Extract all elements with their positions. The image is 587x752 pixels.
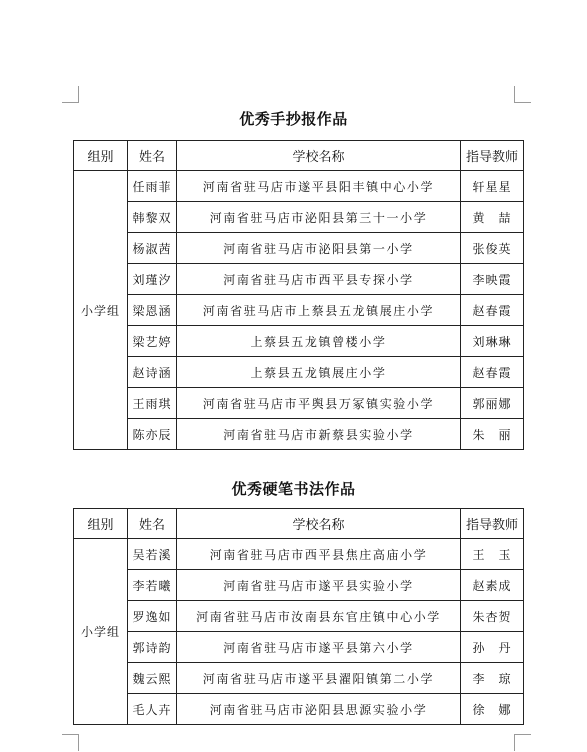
student-name: 杨淑茜 [128,233,177,264]
school-name: 河南省驻马店市遂平县第六小学 [177,632,461,663]
school-name: 河南省驻马店市遂平县濯阳镇第二小学 [177,663,461,694]
school-name: 河南省驻马店市上蔡县五龙镇展庄小学 [177,295,461,326]
table-header-row [74,509,524,539]
header-name: 姓名 [128,509,177,539]
student-name: 魏云熙 [128,663,177,694]
teacher-name: 赵春霞 [461,295,524,326]
group-cell: 小学组 [74,171,128,450]
section-title-handcopy-newspaper: 优秀手抄报作品 [239,110,348,128]
crop-mark-top-right [514,86,531,103]
table-row [74,663,524,694]
school-name: 上蔡县五龙镇曾楼小学 [177,326,461,357]
table-row [74,419,524,450]
teacher-name: 郭丽娜 [461,388,524,419]
teacher-name: 李映霞 [461,264,524,295]
student-name: 任雨菲 [128,171,177,202]
header-school: 学校名称 [177,509,461,539]
table-row [74,264,524,295]
crop-mark-bottom-left [62,734,79,751]
header-teacher: 指导教师 [461,141,524,171]
teacher-name: 黄 喆 [461,202,524,233]
table-row [74,295,524,326]
table-header-row [74,141,524,171]
header-group: 组别 [74,141,128,171]
school-name: 河南省驻马店市泌阳县思源实验小学 [177,694,461,725]
student-name: 王雨琪 [128,388,177,419]
school-name: 河南省驻马店市西平县焦庄高庙小学 [177,539,461,570]
teacher-name: 王 玉 [461,539,524,570]
table-row [74,632,524,663]
table-row [74,202,524,233]
table-row [74,233,524,264]
teacher-name: 朱杏贺 [461,601,524,632]
group-cell: 小学组 [74,539,128,725]
crop-mark-top-left [62,86,79,103]
teacher-name: 孙 丹 [461,632,524,663]
table-row [74,694,524,725]
teacher-name: 刘琳琳 [461,326,524,357]
school-name: 河南省驻马店市泌阳县第三十一小学 [177,202,461,233]
header-name: 姓名 [128,141,177,171]
header-teacher: 指导教师 [461,509,524,539]
student-name: 郭诗韵 [128,632,177,663]
student-name: 刘瑾汐 [128,264,177,295]
award-table-handcopy-newspaper [73,140,524,450]
student-name: 赵诗涵 [128,357,177,388]
student-name: 梁艺婷 [128,326,177,357]
table-row [74,570,524,601]
school-name: 河南省驻马店市遂平县阳丰镇中心小学 [177,171,461,202]
table-row [74,388,524,419]
school-name: 上蔡县五龙镇展庄小学 [177,357,461,388]
teacher-name: 赵素成 [461,570,524,601]
school-name: 河南省驻马店市西平县专探小学 [177,264,461,295]
student-name: 梁恩涵 [128,295,177,326]
table-row [74,171,524,202]
student-name: 毛人卉 [128,694,177,725]
header-group: 组别 [74,509,128,539]
teacher-name: 徐 娜 [461,694,524,725]
table-row [74,326,524,357]
student-name: 韩黎双 [128,202,177,233]
student-name: 陈亦辰 [128,419,177,450]
teacher-name: 张俊英 [461,233,524,264]
crop-mark-bottom-right [514,734,531,751]
school-name: 河南省驻马店市遂平县实验小学 [177,570,461,601]
teacher-name: 朱 丽 [461,419,524,450]
school-name: 河南省驻马店市汝南县东官庄镇中心小学 [177,601,461,632]
table-row [74,357,524,388]
school-name: 河南省驻马店市泌阳县第一小学 [177,233,461,264]
table-row [74,601,524,632]
student-name: 李若曦 [128,570,177,601]
award-table-pen-calligraphy [73,508,524,725]
teacher-name: 赵春霞 [461,357,524,388]
section-title-pen-calligraphy: 优秀硬笔书法作品 [231,480,356,498]
student-name: 罗逸如 [128,601,177,632]
teacher-name: 轩星星 [461,171,524,202]
teacher-name: 李 琼 [461,663,524,694]
student-name: 吴若溪 [128,539,177,570]
school-name: 河南省驻马店市新蔡县实验小学 [177,419,461,450]
header-school: 学校名称 [177,141,461,171]
school-name: 河南省驻马店市平舆县万冢镇实验小学 [177,388,461,419]
table-row [74,539,524,570]
